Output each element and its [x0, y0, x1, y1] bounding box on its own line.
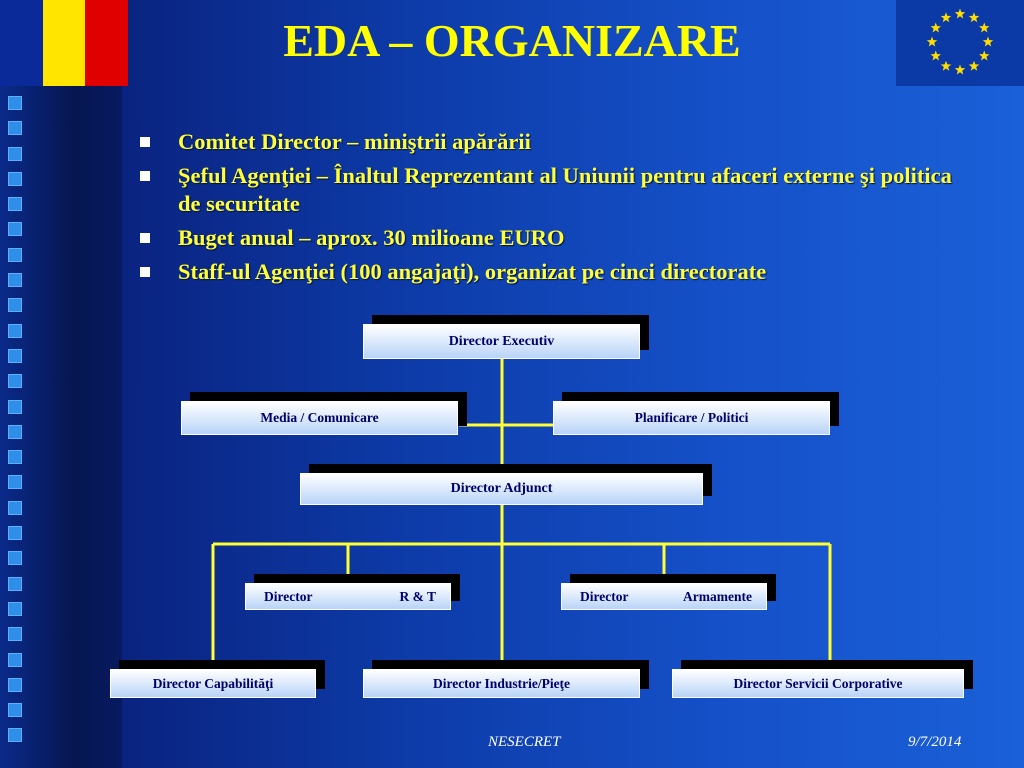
- bullet-item: Şeful Agenţiei – Înaltul Reprezentant al Uniunii pentru afaceri externe şi politica de securitate: [140, 162, 970, 218]
- planificare-politici-box: Planificare / Politici: [553, 401, 830, 435]
- director-executiv-box: Director Executiv: [363, 324, 640, 359]
- footer-classification: NESECRET: [488, 734, 561, 750]
- bullet-item: Comitet Director – miniştrii apărării: [140, 128, 970, 156]
- director-armamente-dept: Armamente: [683, 588, 752, 604]
- slide-title: EDA – ORGANIZARE: [283, 15, 741, 66]
- bullet-item: Staff-ul Agenţiei (100 angajaţi), organizat pe cinci directorate: [140, 258, 970, 286]
- director-armamente-label: Director: [580, 588, 629, 604]
- director-rt-box: [245, 583, 451, 610]
- director-rt-label: Director: [264, 588, 313, 604]
- director-rt-dept: R & T: [399, 588, 436, 604]
- media-comunicare-box: Media / Comunicare: [181, 401, 458, 435]
- director-armamente-box: [561, 583, 767, 610]
- director-capabilitati-box: Director Capabilităţi: [110, 669, 316, 698]
- director-industrie-box: Director Industrie/Pieţe: [363, 669, 640, 698]
- footer-date: 9/7/2014: [908, 734, 962, 750]
- director-servicii-box: Director Servicii Corporative: [672, 669, 964, 698]
- bullet-item: Buget anual – aprox. 30 milioane EURO: [140, 224, 970, 252]
- director-adjunct-box: Director Adjunct: [300, 473, 703, 505]
